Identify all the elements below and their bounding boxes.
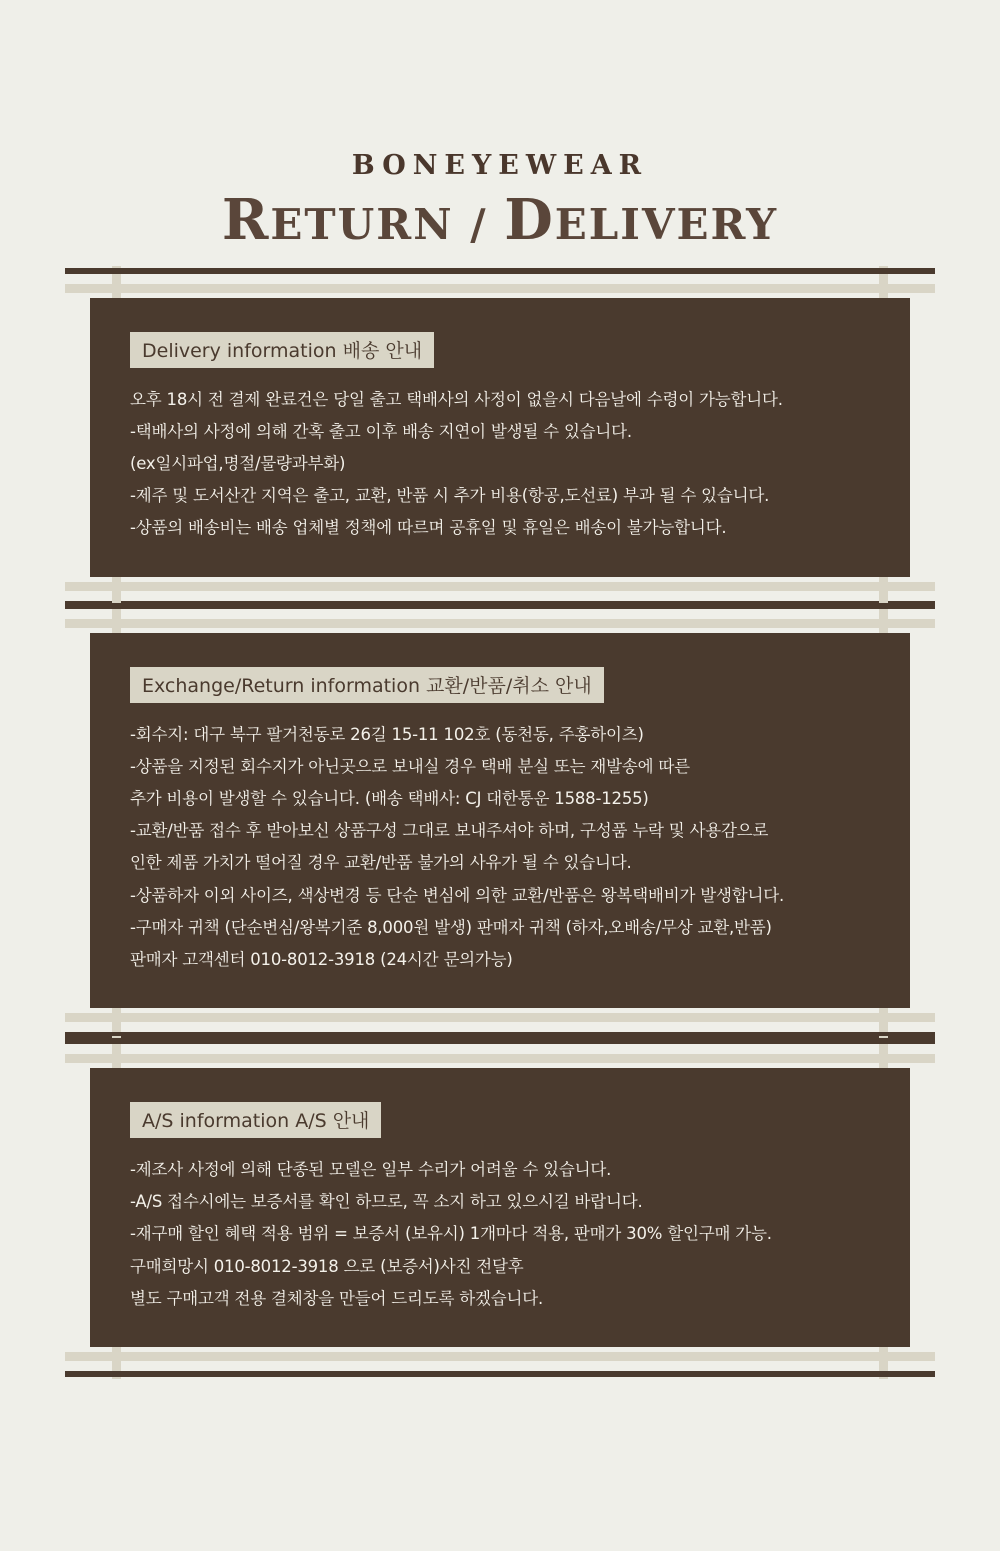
title-segment-4: ELIVERY bbox=[554, 200, 779, 249]
decor-bar-top bbox=[65, 1054, 935, 1063]
delivery-panel bbox=[90, 298, 910, 577]
exchange-return-line: -상품을 지정된 회수지가 아닌곳으로 보내실 경우 택배 분실 또는 재발송에 따른 bbox=[130, 756, 690, 776]
title-segment-1: R bbox=[221, 187, 271, 253]
delivery-line: (ex일시파업,명절/물량과부화) bbox=[130, 454, 346, 474]
decor-rule-top bbox=[65, 268, 935, 274]
section-heading-exchange-return: Exchange/Return information 교환/반품/취소 안내 bbox=[130, 667, 604, 703]
section-heading-as: A/S information A/S 안내 bbox=[130, 1102, 381, 1138]
as-line: -제조사 사정에 의해 단종된 모델은 일부 수리가 어려울 수 있습니다. bbox=[130, 1160, 612, 1180]
as-line: 구매희망시 010-8012-3918 으로 (보증서)사진 전달후 bbox=[130, 1256, 524, 1276]
section-exchange-return bbox=[90, 633, 910, 1008]
exchange-return-line: -회수지: 대구 북구 팔거천동로 26길 15-11 102호 (동천동, 주홍하이츠) bbox=[130, 724, 644, 744]
section-as-information bbox=[90, 1068, 910, 1347]
exchange-return-line: -구매자 귀책 (단순변심/왕복기준 8,000원 발생) 판매자 귀책 (하자,오배송/무상 교환,반품) bbox=[130, 917, 772, 937]
section-delivery bbox=[90, 298, 910, 577]
exchange-return-line: 추가 비용이 발생할 수 있습니다. (배송 택배사: CJ 대한통운 1588-1255) bbox=[130, 789, 649, 808]
decor-rule-top bbox=[65, 1038, 935, 1044]
exchange-return-panel bbox=[90, 633, 910, 1008]
delivery-line: 오후 18시 전 결제 완료건은 당일 출고 택배사의 사정이 없을시 다음날에 수령이 가능합니다. bbox=[130, 389, 783, 409]
as-line: 별도 구매고객 전용 결체창을 만들어 드리도록 하겠습니다. bbox=[130, 1288, 544, 1308]
title-segment-2: ETURN / bbox=[270, 200, 505, 249]
page-title bbox=[0, 187, 1000, 253]
delivery-line: -제주 및 도서산간 지역은 출고, 교환, 반품 시 추가 비용(항공,도선료) 부과 될 수 있습니다. bbox=[130, 486, 770, 506]
delivery-line: -상품의 배송비는 배송 업체별 정책에 따르며 공휴일 및 휴일은 배송이 불가능합니다. bbox=[130, 518, 727, 538]
exchange-return-line: -상품하자 이외 사이즈, 색상변경 등 단순 변심에 의한 교환/반품은 왕복택배비가 발생합니다. bbox=[130, 885, 784, 905]
decor-bar-top bbox=[65, 284, 935, 293]
brand-name: BONEYEWEAR bbox=[351, 150, 649, 181]
exchange-return-line: 인한 제품 가치가 떨어질 경우 교환/반품 불가의 사유가 될 수 있습니다. bbox=[130, 853, 632, 873]
decor-rule-bottom bbox=[65, 1371, 935, 1377]
as-line: -재구매 할인 혜택 적용 범위 = 보증서 (보유시) 1개마다 적용, 판매가 30% 할인구매 가능. bbox=[130, 1224, 772, 1244]
decor-bar-bottom bbox=[65, 1013, 935, 1022]
as-information-panel bbox=[90, 1068, 910, 1347]
section-heading-delivery: Delivery information 배송 안내 bbox=[130, 332, 434, 368]
title-segment-3: D bbox=[504, 187, 555, 253]
exchange-return-line: 판매자 고객센터 010-8012-3918 (24시간 문의가능) bbox=[130, 949, 513, 969]
delivery-line: -택배사의 사정에 의해 간혹 출고 이후 배송 지연이 발생될 수 있습니다. bbox=[130, 421, 632, 441]
decor-bar-bottom bbox=[65, 582, 935, 591]
decor-bar-top bbox=[65, 619, 935, 628]
decor-rule-top bbox=[65, 603, 935, 609]
page-header bbox=[0, 0, 1000, 253]
as-line: -A/S 접수시에는 보증서를 확인 하므로, 꼭 소지 하고 있으시길 바랍니다. bbox=[130, 1192, 643, 1212]
exchange-return-line: -교환/반품 접수 후 받아보신 상품구성 그대로 보내주셔야 하며, 구성품 누락 및 사용감으로 bbox=[130, 821, 769, 841]
decor-bar-bottom bbox=[65, 1352, 935, 1361]
